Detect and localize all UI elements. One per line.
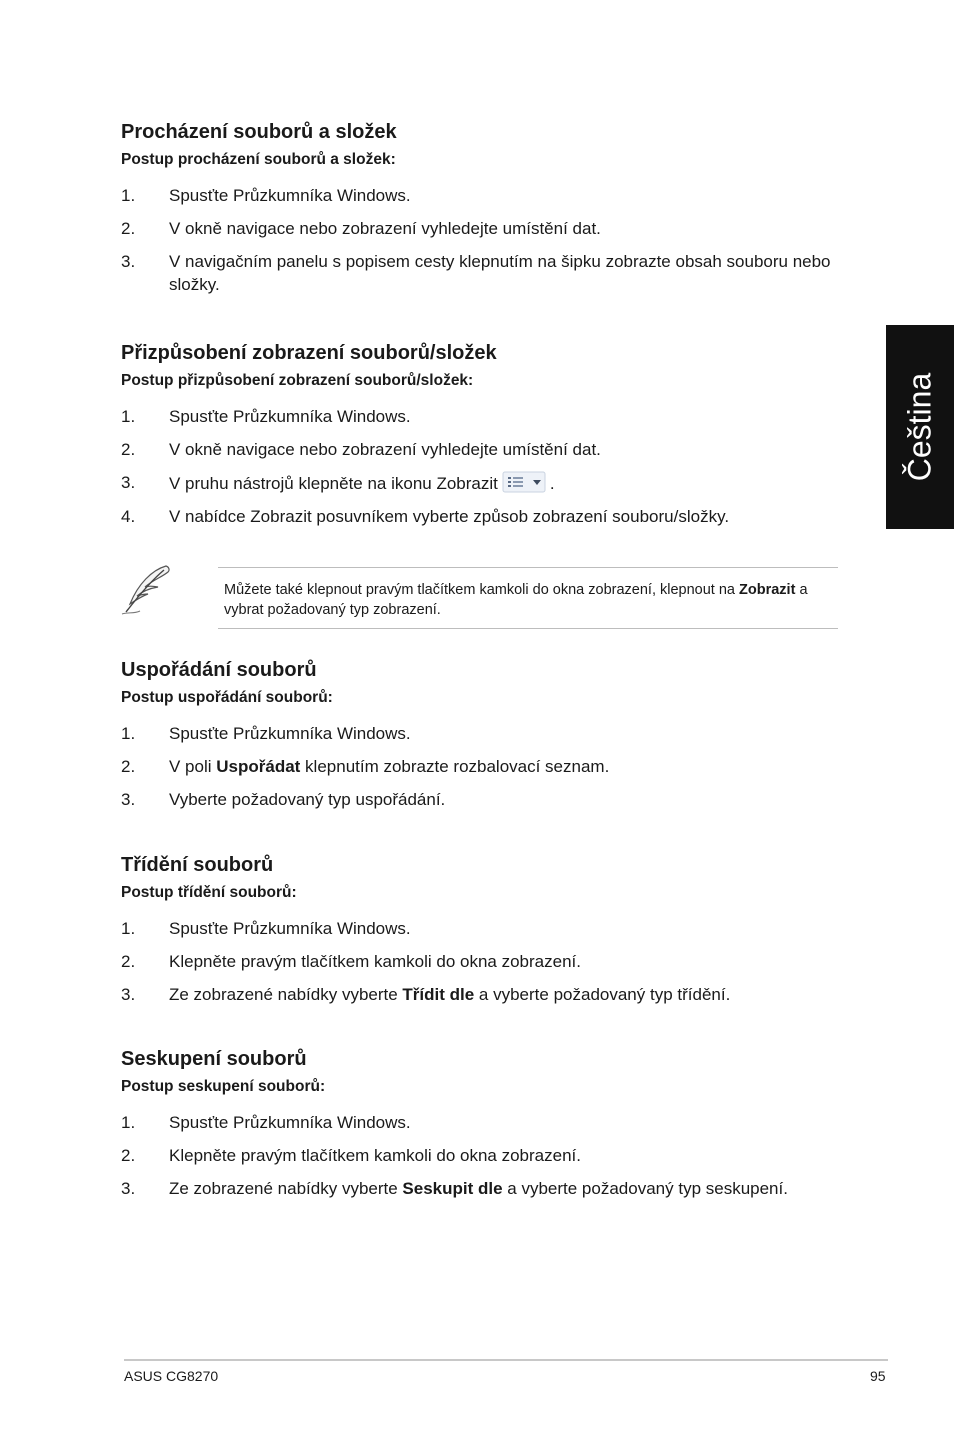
- section-subtitle: Postup třídění souborů:: [121, 884, 297, 901]
- note-box: [218, 567, 838, 629]
- step-item: 3. Vyberte požadovaný typ uspořádání.: [121, 790, 446, 809]
- section-group: [121, 1047, 841, 1210]
- step-item: 1. Spusťte Průzkumníka Windows.: [121, 407, 411, 426]
- step-item: 3. Ze zobrazené nabídky vyberte Seskupit dle a vyberte požadovaný typ seskupení.: [121, 1179, 788, 1198]
- section-browse: [121, 120, 841, 306]
- section-subtitle: Postup procházení souborů a složek:: [121, 151, 396, 168]
- section-subtitle: Postup přizpůsobení zobrazení souborů/složek:: [121, 372, 474, 389]
- page-number: 95: [870, 1368, 886, 1384]
- steps-list: [121, 184, 841, 296]
- section-subtitle: Postup uspořádání souborů:: [121, 689, 333, 706]
- section-title: Přizpůsobení zobrazení souborů/složek: [121, 342, 497, 364]
- step-item: 2. Klepněte pravým tlačítkem kamkoli do okna zobrazení.: [121, 952, 581, 971]
- step-item: 4. V nabídce Zobrazit posuvníkem vyberte způsob zobrazení souboru/složky.: [121, 507, 730, 526]
- section-title: Seskupení souborů: [121, 1048, 307, 1070]
- step-item: 3. V pruhu nástrojů klepněte na ikonu Zobrazit .: [121, 473, 555, 493]
- note-feather-icon: [118, 560, 178, 620]
- step-item: 1. Spusťte Průzkumníka Windows.: [121, 1113, 411, 1132]
- steps-list: [121, 1111, 841, 1200]
- step-item: 2. V poli Uspořádat klepnutím zobrazte rozbalovací seznam.: [121, 757, 610, 776]
- section-customize-view: [121, 341, 841, 538]
- section-title: Procházení souborů a složek: [121, 121, 397, 143]
- step-item: 2. Klepněte pravým tlačítkem kamkoli do okna zobrazení.: [121, 1146, 581, 1165]
- step-item: 1. Spusťte Průzkumníka Windows.: [121, 724, 411, 743]
- step-item: 3. Ze zobrazené nabídky vyberte Třídit dle a vyberte požadovaný typ třídění.: [121, 985, 731, 1004]
- steps-list: [121, 917, 841, 1006]
- footer-divider: [124, 1359, 888, 1361]
- section-title: Třídění souborů: [121, 854, 274, 876]
- view-options-icon: [502, 471, 546, 493]
- step-item: 2. V okně navigace nebo zobrazení vyhledejte umístění dat.: [121, 219, 601, 238]
- step-item: 1. Spusťte Průzkumníka Windows.: [121, 919, 411, 938]
- language-tab-label: Čeština: [901, 372, 938, 482]
- footer-product-name: ASUS CG8270: [124, 1368, 219, 1384]
- steps-list: [121, 405, 841, 528]
- step-item: 1. Spusťte Průzkumníka Windows.: [121, 186, 411, 205]
- steps-list: [121, 722, 841, 811]
- note-text: Můžete také klepnout pravým tlačítkem kamkoli do okna zobrazení, klepnout na Zobrazit a vybrat požadovaný typ zobrazení.: [224, 582, 808, 618]
- section-sort: [121, 853, 841, 1016]
- step-item: 2. V okně navigace nebo zobrazení vyhledejte umístění dat.: [121, 440, 601, 459]
- section-subtitle: Postup seskupení souborů:: [121, 1078, 326, 1095]
- section-arrange: [121, 658, 841, 821]
- step-item: 3. V navigačním panelu s popisem cesty klepnutím na šipku zobrazte obsah souboru nebo složky.: [121, 252, 831, 294]
- language-tab: [886, 325, 954, 529]
- section-title: Uspořádání souborů: [121, 659, 317, 681]
